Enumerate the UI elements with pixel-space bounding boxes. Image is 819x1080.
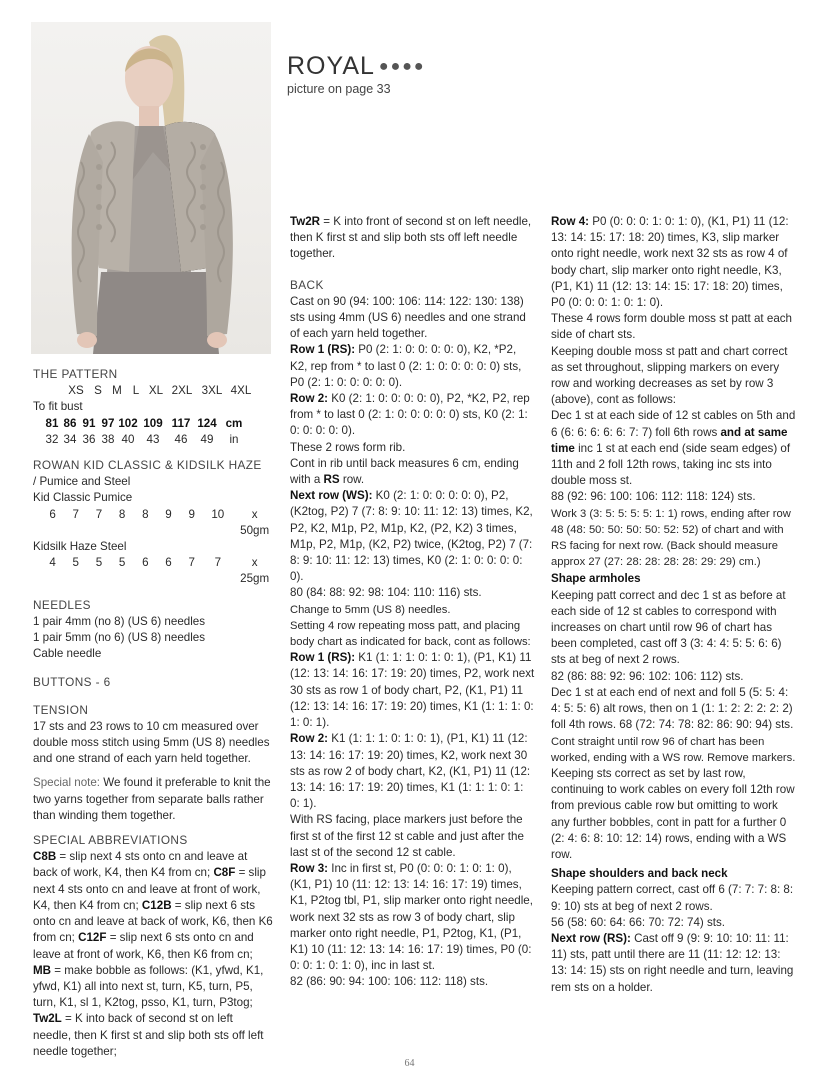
special-note: Special note: We found it preferable to knit the two yarns together from separate balls rather than winding them together. [33, 776, 271, 822]
shoulders-text: Keeping pattern correct, cast off 6 (7: 7: 7: 8: 8: 9: 10) sts at beg of next 2 rows. [551, 883, 794, 913]
bust-cm-row: 81 86 91 97 102 109 117 124 cm [45, 416, 243, 430]
rib-form: These 2 rows form rib. [290, 440, 406, 454]
moss-row-2: Row 2: K1 (1: 1: 1: 0: 1: 0: 1), (P1, K1) 11 (12: 13: 14: 16: 17: 19: 20) times, K2, work next 30 sts as row 2 of body chart, K2, (K1, P1) 11 (12: 13: 14: 16: 17: 19: 20) times, K1 (1: 1: 1: 0: 1: 0: 1). [290, 732, 531, 811]
needles-heading: NEEDLES [33, 597, 91, 612]
bust-in-row: 32 34 36 38 40 43 46 49 in [45, 432, 239, 446]
stitch-count: 56 (58: 60: 64: 66: 70: 72: 74) sts. [551, 915, 726, 929]
back-heading: BACK [290, 277, 324, 292]
stitch-count: 82 (86: 90: 94: 100: 106: 112: 118) sts. [290, 975, 489, 989]
title-block [287, 52, 426, 96]
column-2 [290, 214, 535, 991]
column-3 [551, 214, 799, 996]
decrease-instructions: Dec 1 st at each side of 12 st cables on 5th and 6 (6: 6: 6: 6: 6: 7: 7) foll 6th rows and at same time inc 1 st at each end (side seam edges) of 11th and 2 foll 12th rows, taking inc sts into double moss st. [551, 409, 796, 488]
back-row-1: Row 1 (RS): P0 (2: 1: 0: 0: 0: 0: 0), K2, *P2, K2, rep from * to last 0 (2: 1: 0: 0: 0: 0: 0) sts, P0 (2: 1: 0: 0: 0: 0: 0). [290, 343, 522, 389]
stitch-count: 82 (86: 88: 92: 96: 102: 106: 112) sts. [551, 669, 744, 683]
page-number: 64 [404, 1058, 415, 1069]
abbreviations-heading: SPECIAL ABBREVIATIONS [33, 833, 188, 848]
moss-row-1: Row 1 (RS): K1 (1: 1: 1: 0: 1: 0: 1), (P1, K1) 11 (12: 13: 14: 16: 17: 19: 20) times, P2, work next 30 sts as row 1 of body chart, P2, (K1, P1) 11 (12: 13: 14: 16: 17: 19: 20) times, K1 (1: 1: 1: 0: 1: 0: 1). [290, 651, 535, 730]
keeping-patt: Keeping double moss st patt and chart correct as set throughout, slipping markers on every row and working decreases as set by row 3 (above), cont as follows: [551, 344, 788, 407]
cont-straight: Cont straight until row 96 of chart has been worked, ending with a WS row. Remove markers. [551, 735, 796, 764]
cont-rib: Cont in rib until back measures 6 cm, ending with a RS row. [290, 456, 519, 487]
model-photo [31, 22, 271, 354]
abbreviations-continued: Tw2R = K into front of second st on left needle, then K first st and slip both sts off left needle together. [290, 215, 532, 261]
size-labels: XS S M L XL 2XL 3XL 4XL [68, 384, 252, 398]
decrease-each-end: Dec 1 st at each end of next and foll 5 (5: 5: 4: 4: 5: 5: 6) alt rows, then on 1 (1: 1: 2: 2: 2: 2: 2) foll 4th rows. 68 (72: 74: 78: 82: 86: 90: 94) sts. [551, 685, 794, 732]
four-rows-form: These 4 rows form double moss st patt at each side of chart sts. [551, 312, 793, 342]
tension-text: 17 sts and 23 rows to 10 cm measured over double moss stitch using 5mm (US 8) needles and one strand of each yarn held together. [33, 719, 270, 766]
pattern-heading: THE PATTERN [33, 367, 118, 381]
stitch-count: 80 (84: 88: 92: 98: 104: 110: 116) sts. [290, 586, 482, 600]
pattern-title: ROYAL ●●●● [287, 52, 426, 80]
yarn-heading: ROWAN KID CLASSIC & KIDSILK HAZE [33, 458, 262, 473]
kid-classic-quantities: 6 7 7 8 8 9 9 10 x 50gm [49, 507, 270, 537]
abbreviations-text: C8B = slip next 4 sts onto cn and leave at back of work, K4, then K4 from cn; C8F = slip next 4 sts onto cn and leave at front of work, K4, then K4 from cn; C12B = slip next 6 sts onto cn and leave at back of work, K6, then K6 from cn; C12F = slip next 6 sts onto cn and leave at front of work, K6, then K6 from cn; MB = make bobble as follows: (K1, yfwd, K1, yfwd, K1) all into next st, turn, K5, turn, P5, turn, K1, sl 1, K2tog, psso, K1, turn, P3tog; Tw2L = K into back of second st on left needle, then K first st and slip both sts off left needle together; [33, 850, 273, 1058]
fit-label: To fit bust [33, 400, 83, 414]
buttons-heading: BUTTONS - 6 [33, 675, 111, 690]
moss-row-4: Row 4: P0 (0: 0: 0: 1: 0: 1: 0), (K1, P1) 11 (12: 13: 14: 15: 17: 18: 20) times, K3, slip marker onto right needle, work next 32 sts as row 4 of body chart, slip marker onto right needle, K3, (P1, K1) 11 (12: 13: 14: 15: 17: 18: 20) times, P0 (0: 0: 0: 1: 0: 1: 0). [551, 215, 789, 310]
work-rows: Work 3 (3: 5: 5: 5: 5: 1: 1) rows, ending after row 48 (48: 50: 50: 50: 50: 52: 52) of chart and with RS facing for next row. (Back should measure approx 27 (27: 28: 28: 28: 28: 29: 29) cm.) [551, 507, 791, 569]
moss-row-3: Row 3: Inc in first st, P0 (0: 0: 0: 1: 0: 1: 0), (K1, P1) 10 (11: 12: 13: 14: 16: 17: 19) times, K1, P2tog tbl, P1, slip marker onto right needle, work next 32 sts as row 3 of body chart, slip marker onto right needle, P1, P2tog, K1, (P1, K1) 10 (11: 12: 13: 14: 16: 17: 19) times, P0 (0: 0: 0: 1: 0: 1: 0), inc in last st. [290, 861, 533, 973]
change-needles: Change to 5mm (US 8) needles. [290, 603, 451, 616]
kidsilk-haze-label: Kidsilk Haze Steel [33, 540, 127, 554]
kid-classic-label: Kid Classic Pumice [33, 491, 133, 505]
place-markers: With RS facing, place markers just before the first st of the first 12 st cable and just after the last st of the second 12 st cable. [290, 813, 524, 859]
stitch-count: 88 (92: 96: 100: 106: 112: 118: 124) sts. [551, 490, 756, 504]
setting-moss: Setting 4 row repeating moss patt, and placing body chart as indicated for back, cont as follows: [290, 619, 531, 649]
needle-item: 1 pair 5mm (no 6) (US 8) needles [33, 631, 206, 645]
back-cast-on: Cast on 90 (94: 100: 106: 114: 122: 130: 138) sts using 4mm (US 6) needles and one strand of each yarn held together. [290, 294, 526, 341]
back-row-2: Row 2: K0 (2: 1: 0: 0: 0: 0: 0), P2, *K2, P2, rep from * to last 0 (2: 1: 0: 0: 0: 0: 0) sts, K0 (2: 1: 0: 0: 0: 0: 0). [290, 392, 530, 438]
difficulty-dots: ●●●● [378, 58, 426, 75]
column-1 [33, 366, 273, 1060]
tension-heading: TENSION [33, 702, 89, 717]
armholes-heading: Shape armholes [551, 572, 641, 586]
armholes-text: Keeping patt correct and dec 1 st as before at each side of 12 st cables to correspond with increases on chart until row 96 of chart has been completed, cast off 3 (3: 4: 4: 5: 5: 6: 6) sts at beg of next 2 rows. [551, 588, 786, 667]
yarn-colour-line: / Pumice and Steel [33, 475, 131, 489]
needle-item: Cable needle [33, 647, 102, 661]
next-row-rs: Next row (RS): Cast off 9 (9: 9: 10: 10: 11: 11: 11) sts, patt until there are 11 (11: 12: 12: 13: 13: 14: 15) sts on right needle and turn, leaving rem sts on a holder. [551, 931, 794, 994]
picture-reference: picture on page 33 [287, 82, 391, 96]
next-row-ws: Next row (WS): K0 (2: 1: 0: 0: 0: 0: 0), P2, (K2tog, P2) 7 (7: 8: 9: 10: 11: 12: 13) times, K2, P2, K2, M1p, P2, M1p, K2, (P2, K2) 3 times, M1p, P2, M1p, (K2, P2) twice, (K2tog, P2) 7 (7: 8: 9: 10: 11: 12: 13) times, K0 (2: 1: 0: 0: 0: 0: 0). [290, 489, 533, 584]
shoulders-heading: Shape shoulders and back neck [551, 867, 728, 881]
model-photo-icon [31, 22, 271, 354]
kidsilk-haze-quantities: 4 5 5 5 6 6 7 7 x 25gm [49, 556, 270, 586]
needle-item: 1 pair 4mm (no 8) (US 6) needles [33, 614, 206, 628]
keeping-sts: Keeping sts correct as set by last row, continuing to work cables on every foll 12th row from previous cable row but omitting to work any further bobbles, cont in patt for a further 0 (2: 4: 6: 8: 10: 12: 14) rows, ending with a WS row. [551, 766, 795, 861]
